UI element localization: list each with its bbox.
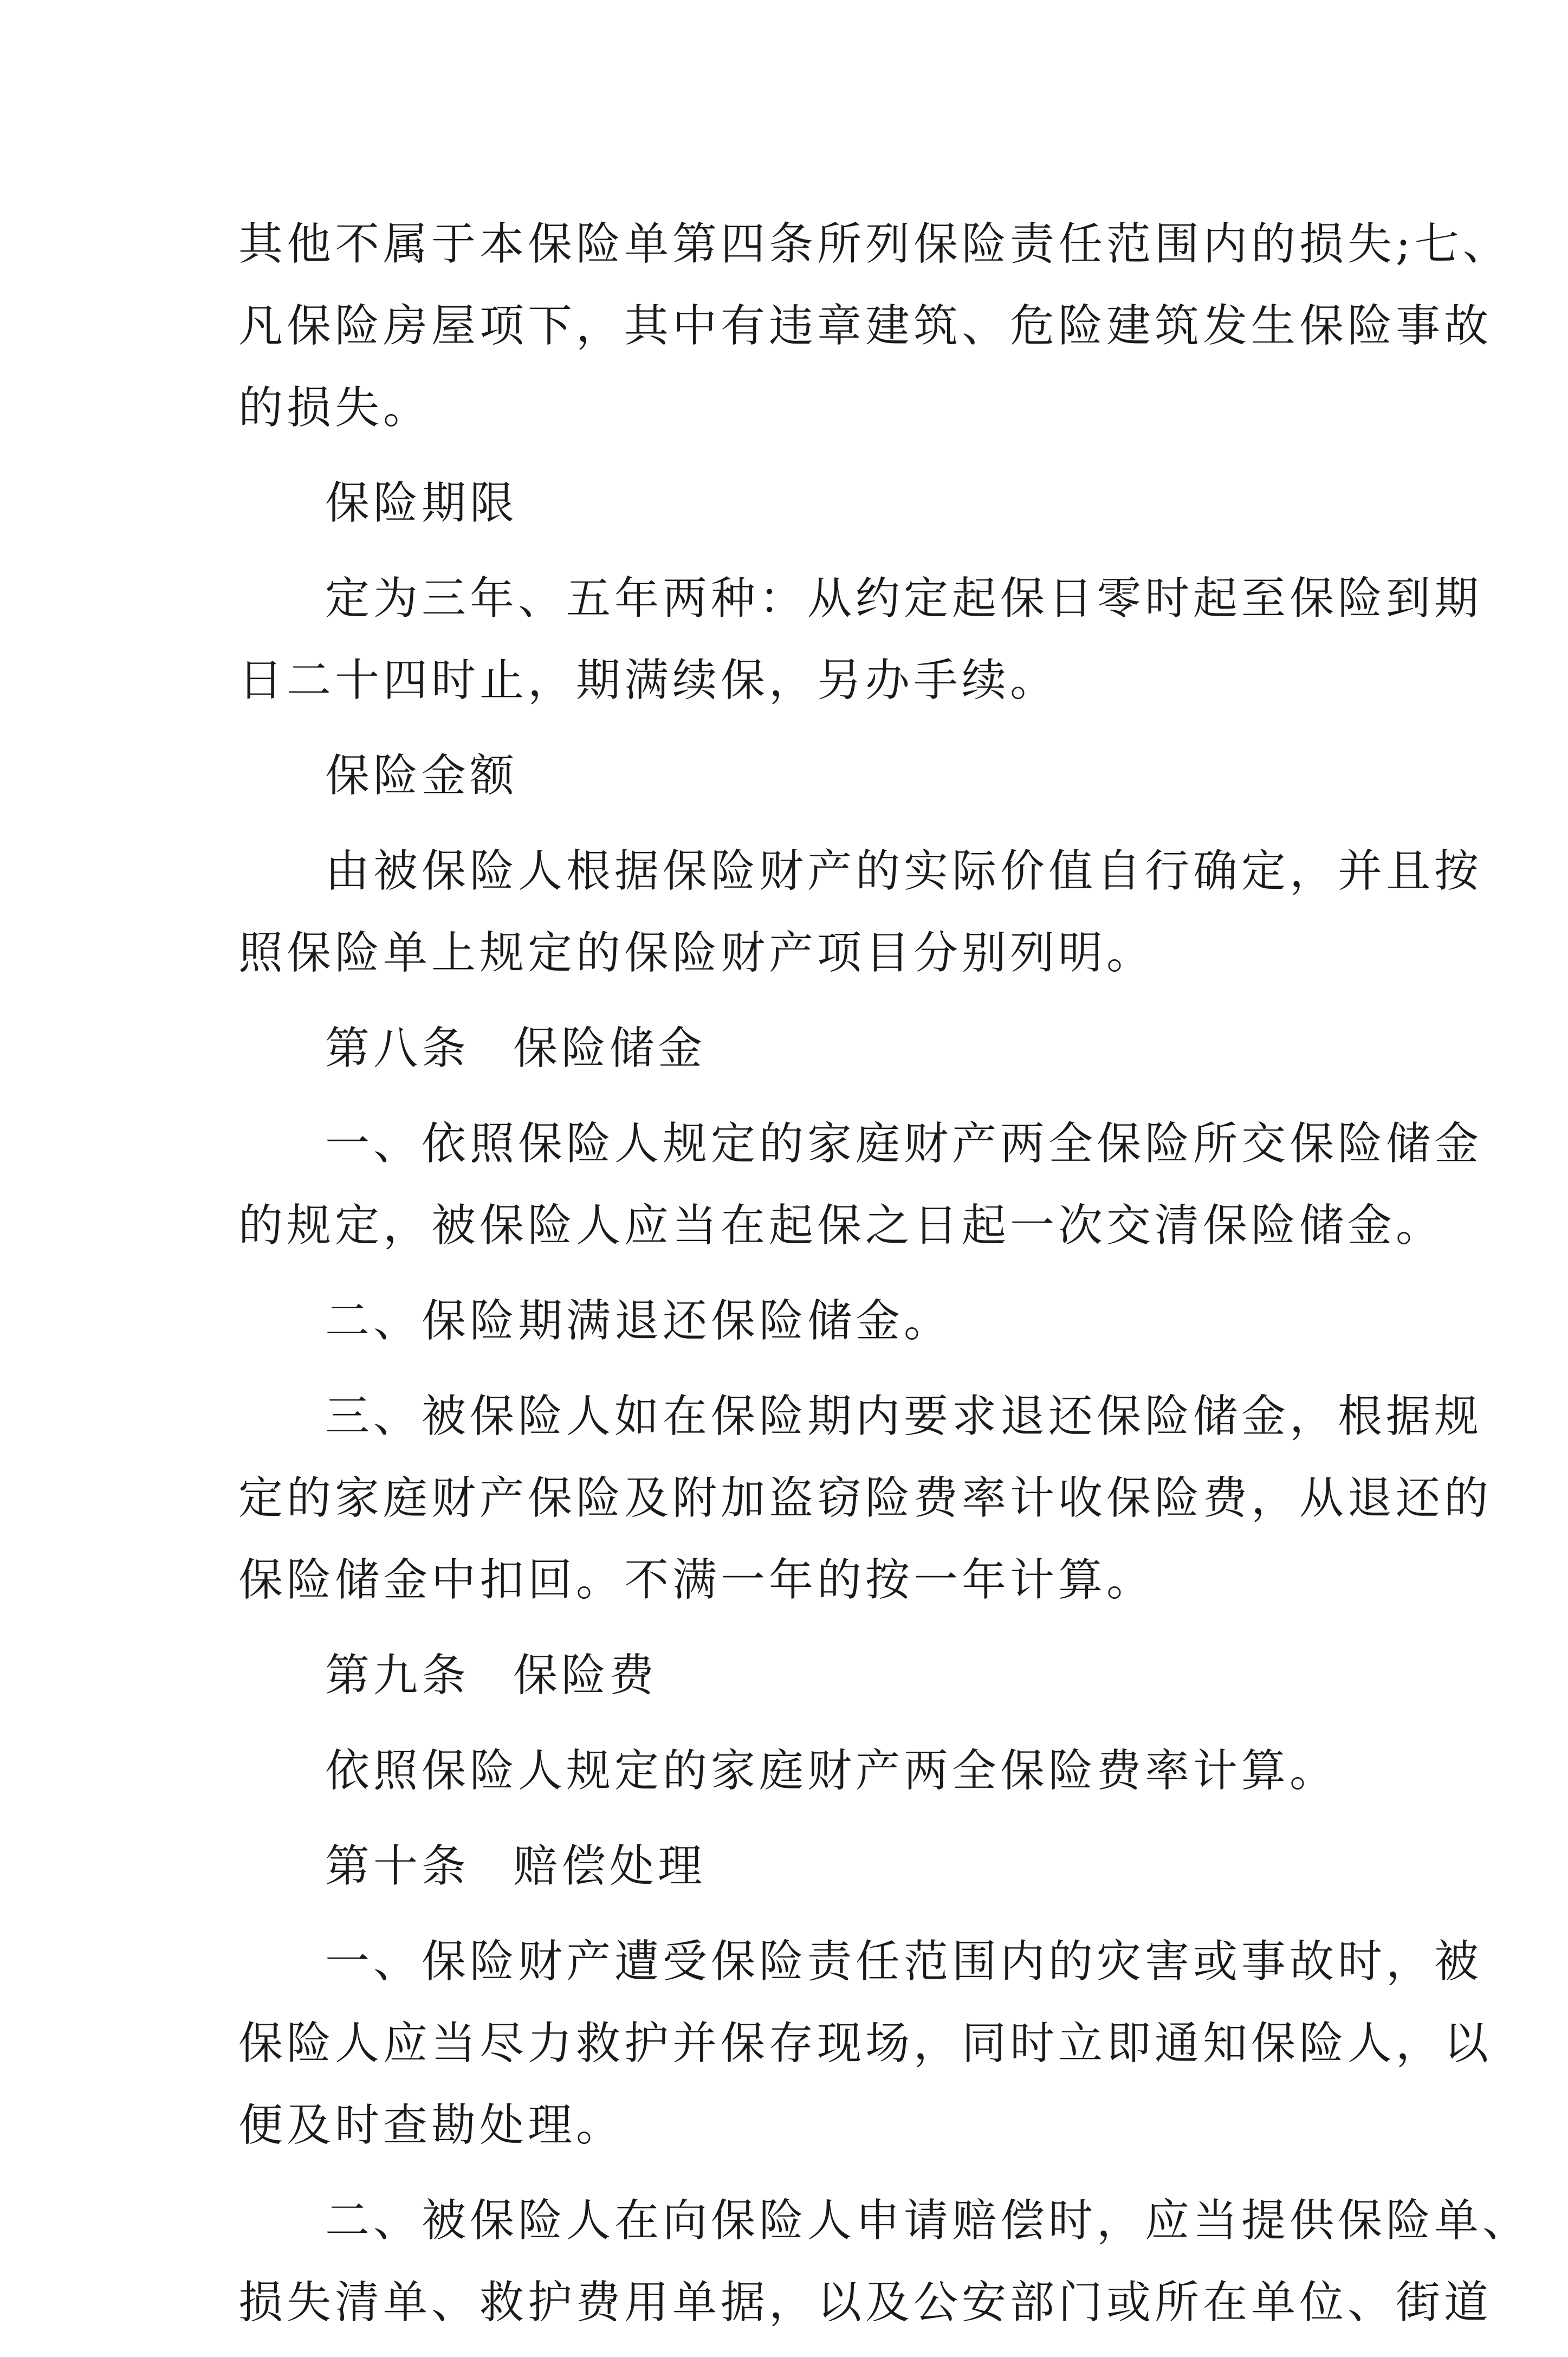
article-heading-line — [238, 1635, 1344, 1716]
text-line: 依照保险人规定的家庭财产两全保险费率计算。 — [325, 1745, 1338, 1797]
text-line: 照保险单上规定的保险财产项目分别列明。 — [238, 927, 1155, 979]
article-title: 赔偿处理 — [513, 1841, 707, 1892]
article-heading-9 — [238, 1635, 1344, 1716]
text-line: 保险人应当尽力救护并保存现场，同时立即通知保险人，以 — [238, 2018, 1493, 2069]
paragraph-insured-amount — [238, 830, 1483, 994]
text-line: 保险储金中扣回。不满一年的按一年计算。 — [238, 1554, 1155, 1606]
text-line: 的损失。 — [238, 382, 432, 434]
text-line: 凡保险房屋项下，其中有违章建筑、危险建筑发生保险事故 — [238, 300, 1493, 352]
article-heading-line — [238, 1008, 1344, 1089]
section-heading-insured-amount — [238, 735, 1344, 817]
paragraph-deposit-2 — [238, 1280, 1344, 1362]
text-line: 一、依照保险人规定的家庭财产两全保险所交保险储金 — [325, 1118, 1483, 1170]
text-line: 二、被保险人在向保险人申请赔偿时，应当提供保险单、 — [325, 2195, 1531, 2246]
section-heading-insurance-period — [238, 462, 1344, 544]
paragraph-claims-1 — [238, 1921, 1493, 2166]
text-line: 三、被保险人如在保险期内要求退还保险储金，根据规 — [325, 1391, 1483, 1442]
text-line: 日二十四时止，期满续保，另办手续。 — [238, 655, 1059, 706]
text-line: 的规定，被保险人应当在起保之日起一次交清保险储金。 — [238, 1200, 1444, 1251]
article-heading-line — [238, 1825, 1344, 1907]
text-line: 二、保险期满退还保险储金。 — [325, 1295, 953, 1347]
text-line: 其他不属于本保险单第四条所列保险责任范围内的损失;七、 — [238, 218, 1511, 270]
article-heading-10 — [238, 1825, 1344, 1907]
paragraph-premium — [238, 1730, 1344, 1812]
text-line: 一、保险财产遭受保险责任范围内的灾害或事故时，被 — [325, 1936, 1483, 1987]
text-line: 损失清单、救护费用单据，以及公安部门或所在单位、街道 — [238, 2277, 1493, 2328]
article-title: 保险费 — [513, 1650, 658, 1701]
article-number: 第十条 — [325, 1841, 470, 1892]
article-number: 第八条 — [325, 1023, 470, 1074]
article-title: 保险储金 — [513, 1023, 707, 1074]
article-number: 第九条 — [325, 1650, 470, 1701]
text-line: 定的家庭财产保险及附加盗窃险费率计收保险费，从退还的 — [238, 1473, 1493, 1524]
paragraph-deposit-1 — [238, 1103, 1483, 1267]
paragraph-insurance-period — [238, 558, 1483, 721]
document-body — [238, 203, 1531, 2357]
paragraph-deposit-3 — [238, 1376, 1493, 1621]
text-line: 便及时查勘处理。 — [238, 2100, 625, 2151]
paragraph-exclusions-continued — [238, 203, 1511, 449]
text-line: 保险金额 — [325, 750, 519, 802]
text-line: 由被保险人根据保险财产的实际价值自行确定，并且按 — [325, 845, 1483, 897]
text-line: 保险期限 — [325, 477, 519, 529]
text-line: 定为三年、五年两种：从约定起保日零时起至保险到期 — [325, 573, 1483, 624]
paragraph-claims-2 — [238, 2180, 1531, 2343]
article-heading-8 — [238, 1008, 1344, 1089]
